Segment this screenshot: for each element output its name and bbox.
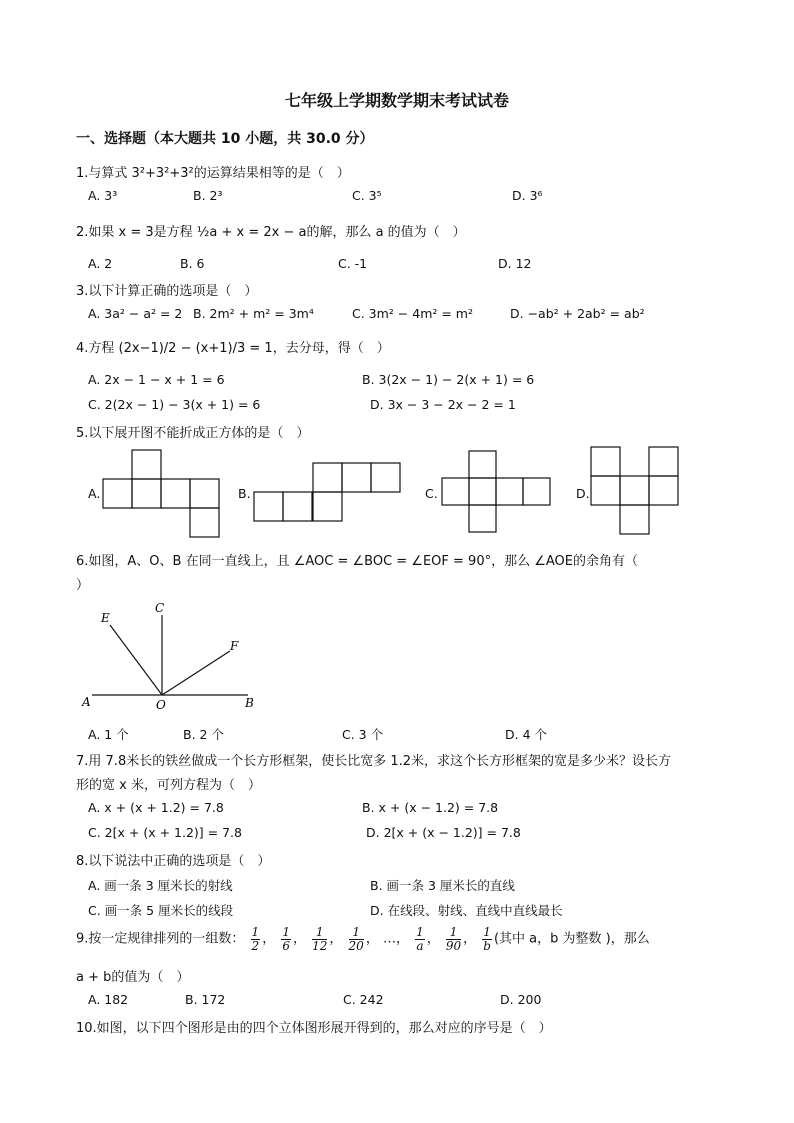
question-6-stem-continued: ） bbox=[76, 578, 90, 593]
question-6-stem: 6.如图，A、O、B 在同一直线上，且 ∠AOC = ∠BOC = ∠EOF = 90°，那么 ∠AOE的余角有（ bbox=[76, 554, 638, 569]
seq-frac-7: $\frac{1}{b}$ bbox=[483, 925, 491, 953]
q6-option-a: A. 1 个 bbox=[88, 727, 129, 742]
q3-option-c: C. 3m² − 4m² = m² bbox=[352, 306, 473, 321]
q8-option-a: A. 画一条 3 厘米长的射线 bbox=[88, 878, 233, 893]
q7-option-a: A. x + (x + 1.2) = 7.8 bbox=[88, 800, 224, 815]
q2-option-d: D. 12 bbox=[498, 256, 532, 271]
q9-option-a: A. 182 bbox=[88, 992, 129, 1007]
seq-frac-3: $\frac{1}{12}$ bbox=[312, 925, 328, 953]
q1-option-d: D. 3⁶ bbox=[512, 188, 543, 203]
q3-option-b: B. 2m² + m² = 3m⁴ bbox=[193, 306, 314, 321]
q2-option-b: B. 6 bbox=[180, 256, 205, 271]
q5-option-b: B. bbox=[238, 486, 251, 501]
q3-option-a: A. 3a² − a² = 2 bbox=[88, 306, 183, 321]
question-9-seq-tail: (其中 a，b 为整数 )，那么 bbox=[493, 931, 650, 947]
q5-option-a: A. bbox=[88, 486, 101, 501]
seq-frac-4: $\frac{1}{20}$ bbox=[348, 925, 364, 953]
seq-ellipsis: … bbox=[382, 931, 396, 947]
q8-option-b: B. 画一条 3 厘米长的直线 bbox=[370, 878, 515, 893]
cube-net-d bbox=[591, 447, 678, 534]
question-1-stem: 1.与算式 3²+3²+3²的运算结果相等的是（ ） bbox=[76, 166, 350, 181]
question-7-stem: 7.用 7.8米长的铁丝做成一个长方形框架，使长比宽多 1.2米，求这个长方形框架的宽是多少米？设长方 bbox=[76, 754, 672, 769]
q4-option-a: A. 2x − 1 − x + 1 = 6 bbox=[88, 372, 225, 387]
question-10-stem: 10.如图，以下四个图形是由的四个立体图形展开得到的，那么对应的序号是（ ） bbox=[76, 1021, 552, 1036]
q6-option-c: C. 3 个 bbox=[342, 727, 384, 742]
seq-frac-1: $\frac{1}{2}$ bbox=[251, 925, 260, 953]
label-b: B bbox=[245, 696, 254, 710]
q9-option-c: C. 242 bbox=[343, 992, 384, 1007]
q2-option-c: C. -1 bbox=[338, 256, 368, 271]
label-e: E bbox=[101, 611, 110, 625]
q9-option-b: B. 172 bbox=[185, 992, 226, 1007]
q6-option-d: D. 4 个 bbox=[505, 727, 547, 742]
q8-option-d: D. 在线段、射线、直线中直线最长 bbox=[370, 903, 563, 918]
q9-option-d: D. 200 bbox=[500, 992, 542, 1007]
page-title: 七年级上学期数学期末考试试卷 bbox=[284, 91, 509, 110]
q7-option-d: D. 2[x + (x − 1.2)] = 7.8 bbox=[366, 825, 521, 840]
seq-frac-5: $\frac{1}{a}$ bbox=[416, 925, 424, 953]
seq-frac-2: $\frac{1}{6}$ bbox=[282, 925, 290, 953]
question-8-stem: 8.以下说法中正确的选项是（ ） bbox=[76, 854, 271, 869]
question-9-line: 9.按一定规律排列的一组数： $\frac{1}{2}$ ， $\frac{1}{6}$ ， $\frac{1}{12}$ ， $\frac{1}{20}$ ， …， $\frac{1}{a}$ ， $\frac{1}{90}$ ， $\frac{1}{b}$ (其中 a，b 为整数 )，那么 bbox=[76, 925, 650, 953]
q4-option-d: D. 3x − 3 − 2x − 2 = 1 bbox=[370, 397, 516, 412]
q1-option-c: C. 3⁵ bbox=[352, 188, 382, 203]
cube-nets-figure bbox=[0, 445, 794, 540]
angle-figure bbox=[70, 595, 270, 715]
question-4-stem: 4.方程 (2x−1)/2 − (x+1)/3 = 1，去分母，得（ ） bbox=[76, 341, 390, 356]
ray-of bbox=[162, 651, 230, 695]
q4-option-b: B. 3(2x − 1) − 2(x + 1) = 6 bbox=[362, 372, 535, 387]
label-f: F bbox=[230, 639, 239, 653]
label-o: O bbox=[156, 698, 166, 712]
q1-option-a: A. 3³ bbox=[88, 188, 118, 203]
q8-option-c: C. 画一条 5 厘米长的线段 bbox=[88, 903, 234, 918]
cube-net-c bbox=[442, 451, 550, 532]
label-a: A bbox=[82, 695, 91, 709]
cube-net-b bbox=[254, 463, 400, 521]
q7-option-b: B. x + (x − 1.2) = 7.8 bbox=[362, 800, 499, 815]
q3-option-d: D. −ab² + 2ab² = ab² bbox=[510, 306, 645, 321]
question-9-stem-continued: a + b的值为（ ） bbox=[76, 970, 190, 985]
q5-option-c: C. bbox=[425, 486, 438, 501]
q4-option-c: C. 2(2x − 1) − 3(x + 1) = 6 bbox=[88, 397, 261, 412]
question-3-stem: 3.以下计算正确的选项是（ ） bbox=[76, 284, 258, 299]
question-9-stem: 9.按一定规律排列的一组数： bbox=[76, 931, 245, 947]
section-heading: 一、选择题（本大题共 10 小题，共 30.0 分） bbox=[76, 131, 374, 147]
q7-option-c: C. 2[x + (x + 1.2)] = 7.8 bbox=[88, 825, 242, 840]
label-c: C bbox=[155, 601, 165, 615]
q6-option-b: B. 2 个 bbox=[183, 727, 224, 742]
question-5-stem: 5.以下展开图不能折成正方体的是（ ） bbox=[76, 426, 310, 441]
cube-net-a bbox=[103, 450, 219, 537]
q1-option-b: B. 2³ bbox=[193, 188, 223, 203]
q5-option-d: D. bbox=[576, 486, 590, 501]
q2-option-a: A. 2 bbox=[88, 256, 113, 271]
seq-frac-6: $\frac{1}{90}$ bbox=[445, 925, 462, 953]
question-2-stem: 2.如果 x = 3是方程 ½a + x = 2x − a的解，那么 a 的值为（ ） bbox=[76, 225, 466, 240]
ray-oe bbox=[110, 625, 162, 695]
question-7-stem-continued: 形的宽 x 米，可列方程为（ ） bbox=[76, 778, 261, 793]
